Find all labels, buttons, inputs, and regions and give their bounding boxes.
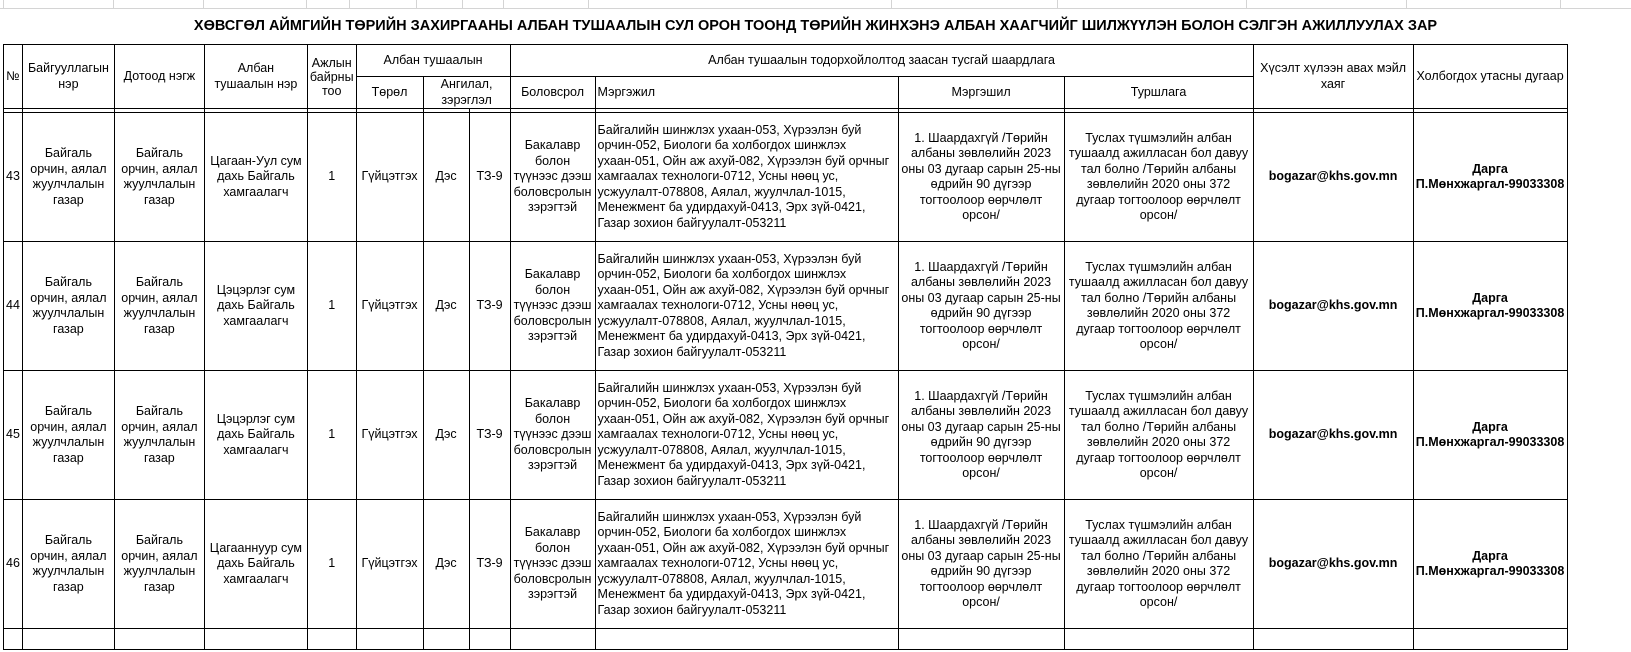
header-unit[interactable]: Дотоод нэгж: [114, 45, 204, 109]
table-row: [4, 371, 1568, 500]
cell-phone[interactable]: Дарга П.Мөнхжаргал-99033308: [1413, 500, 1567, 629]
cell-seats[interactable]: 1: [307, 371, 356, 500]
header-seats[interactable]: Ажлын байрны тоо: [307, 45, 356, 109]
cell-experience[interactable]: Туслах түшмэлийн албан тушаалд ажилласан бол давуу тал болно /Төрийн албаны зөвлөлийн 2020 оны 372 дугаар тогтоолоор өөрчлөлт орсон/: [1064, 113, 1253, 242]
cell-seats[interactable]: 1: [307, 242, 356, 371]
cell-profession[interactable]: Байгалийн шинжлэх ухаан-053, Хүрээлэн буй орчин-052, Биологи ба холбогдох шинжлэх ухаан-051, Ойн аж ахуй-082, Хүрээлэн буй орчныг хамгаалах технологи-0712, Усны нөөц ус, усжуулалт-078808, Аялал, жуулчлал-1015, Менежмент ба удирдахуй-0413, Эрх зүй-0421, Газар зохион байгуулалт-053211: [595, 113, 898, 242]
cell-education[interactable]: Бакалавр болон түүнээс дээш боловсролын зэрэгтэй: [510, 242, 595, 371]
empty-cell[interactable]: [4, 629, 23, 650]
cell-education[interactable]: Бакалавр болон түүнээс дээш боловсролын зэрэгтэй: [510, 113, 595, 242]
empty-cell[interactable]: [1064, 629, 1253, 650]
cell-phone[interactable]: Дарга П.Мөнхжаргал-99033308: [1413, 113, 1567, 242]
header-profession[interactable]: Мэргэжил: [595, 77, 898, 109]
cell-unit[interactable]: Байгаль орчин, аялал жуулчлалын газар: [114, 371, 204, 500]
cell-no[interactable]: 45: [4, 371, 23, 500]
cell-org[interactable]: Байгаль орчин, аялал жуулчлалын газар: [22, 113, 114, 242]
cell-type[interactable]: Гүйцэтгэх: [356, 113, 423, 242]
cell-position[interactable]: Цэцэрлэг сум дахь Байгаль хамгаалагч: [204, 371, 307, 500]
empty-cell[interactable]: [510, 629, 595, 650]
cell-email[interactable]: bogazar@khs.gov.mn: [1253, 371, 1413, 500]
cell-skill[interactable]: 1. Шаардахгүй /Төрийн албаны зөвлөлийн 2023 оны 03 дугаар сарын 25-ны өдрийн 90 дүгээр тогтоолоор өөрчлөлт орсон/: [898, 500, 1064, 629]
header-row-1: [4, 45, 1568, 77]
header-no[interactable]: №: [4, 45, 23, 109]
cell-grade[interactable]: ТЗ-9: [469, 113, 510, 242]
cell-grade[interactable]: ТЗ-9: [469, 242, 510, 371]
cell-type[interactable]: Гүйцэтгэх: [356, 371, 423, 500]
cell-class[interactable]: Дэс: [423, 113, 469, 242]
cell-unit[interactable]: Байгаль орчин, аялал жуулчлалын газар: [114, 242, 204, 371]
cell-profession[interactable]: Байгалийн шинжлэх ухаан-053, Хүрээлэн буй орчин-052, Биологи ба холбогдох шинжлэх ухаан-051, Ойн аж ахуй-082, Хүрээлэн буй орчныг хамгаалах технологи-0712, Усны нөөц ус, усжуулалт-078808, Аялал, жуулчлал-1015, Менежмент ба удирдахуй-0413, Эрх зүй-0421, Газар зохион байгуулалт-053211: [595, 242, 898, 371]
table-row: [4, 500, 1568, 629]
cell-grade[interactable]: ТЗ-9: [469, 371, 510, 500]
header-position-name[interactable]: Албан тушаалын нэр: [204, 45, 307, 109]
empty-cell[interactable]: [469, 629, 510, 650]
cell-education[interactable]: Бакалавр болон түүнээс дээш боловсролын зэрэгтэй: [510, 371, 595, 500]
cell-org[interactable]: Байгаль орчин, аялал жуулчлалын газар: [22, 500, 114, 629]
cell-skill[interactable]: 1. Шаардахгүй /Төрийн албаны зөвлөлийн 2023 оны 03 дугаар сарын 25-ны өдрийн 90 дүгээр тогтоолоор өөрчлөлт орсон/: [898, 242, 1064, 371]
cell-seats[interactable]: 1: [307, 113, 356, 242]
cell-skill[interactable]: 1. Шаардахгүй /Төрийн албаны зөвлөлийн 2023 оны 03 дугаар сарын 25-ны өдрийн 90 дүгээр тогтоолоор өөрчлөлт орсон/: [898, 113, 1064, 242]
header-class[interactable]: Ангилал, зэрэглэл: [423, 77, 510, 109]
table-row: [4, 113, 1568, 242]
header-skill[interactable]: Мэргэшил: [898, 77, 1064, 109]
header-org[interactable]: Байгууллагын нэр: [22, 45, 114, 109]
table-row: [4, 242, 1568, 371]
cell-email[interactable]: bogazar@khs.gov.mn: [1253, 113, 1413, 242]
cell-phone[interactable]: Дарга П.Мөнхжаргал-99033308: [1413, 371, 1567, 500]
cell-class[interactable]: Дэс: [423, 242, 469, 371]
header-type[interactable]: Төрөл: [356, 77, 423, 109]
cell-experience[interactable]: Туслах түшмэлийн албан тушаалд ажилласан бол давуу тал болно /Төрийн албаны зөвлөлийн 2020 оны 372 дугаар тогтоолоор өөрчлөлт орсон/: [1064, 371, 1253, 500]
cell-position[interactable]: Цэцэрлэг сум дахь Байгаль хамгаалагч: [204, 242, 307, 371]
empty-cell[interactable]: [114, 629, 204, 650]
empty-cell[interactable]: [1253, 629, 1413, 650]
empty-cell[interactable]: [423, 629, 469, 650]
empty-cell[interactable]: [204, 629, 307, 650]
cell-position[interactable]: Цагааннуур сум дахь Байгаль хамгаалагч: [204, 500, 307, 629]
column-gridlines: [0, 0, 1631, 9]
cell-type[interactable]: Гүйцэтгэх: [356, 500, 423, 629]
header-requirements[interactable]: Албан тушаалын тодорхойлолтод заасан тусгай шаардлага: [510, 45, 1253, 77]
cell-email[interactable]: bogazar@khs.gov.mn: [1253, 500, 1413, 629]
empty-cell[interactable]: [356, 629, 423, 650]
empty-cell[interactable]: [307, 629, 356, 650]
cell-no[interactable]: 46: [4, 500, 23, 629]
empty-cell[interactable]: [595, 629, 898, 650]
header-phone[interactable]: Холбогдох утасны дугаар: [1413, 45, 1567, 109]
cell-org[interactable]: Байгаль орчин, аялал жуулчлалын газар: [22, 371, 114, 500]
cell-unit[interactable]: Байгаль орчин, аялал жуулчлалын газар: [114, 113, 204, 242]
vacancy-table: [3, 44, 1568, 650]
cell-phone[interactable]: Дарга П.Мөнхжаргал-99033308: [1413, 242, 1567, 371]
sheet-title: ХӨВСГӨЛ АЙМГИЙН ТӨРИЙН ЗАХИРГААНЫ АЛБАН ТУШААЛЫН СУЛ ОРОН ТООНД ТӨРИЙН ЖИНХЭНЭ АЛБАН ХААГЧИЙГ ШИЛЖҮҮЛЭН БОЛОН СЭЛГЭН АЖИЛЛУУЛАХ ЗАР: [193, 18, 1438, 34]
header-position-group[interactable]: Албан тушаалын: [356, 45, 510, 77]
cell-seats[interactable]: 1: [307, 500, 356, 629]
empty-cell[interactable]: [1413, 629, 1567, 650]
cell-class[interactable]: Дэс: [423, 371, 469, 500]
cell-no[interactable]: 43: [4, 113, 23, 242]
cell-class[interactable]: Дэс: [423, 500, 469, 629]
cell-experience[interactable]: Туслах түшмэлийн албан тушаалд ажилласан бол давуу тал болно /Төрийн албаны зөвлөлийн 2020 оны 372 дугаар тогтоолоор өөрчлөлт орсон/: [1064, 242, 1253, 371]
table-row-partial: [4, 629, 1568, 650]
cell-profession[interactable]: Байгалийн шинжлэх ухаан-053, Хүрээлэн буй орчин-052, Биологи ба холбогдох шинжлэх ухаан-051, Ойн аж ахуй-082, Хүрээлэн буй орчныг хамгаалах технологи-0712, Усны нөөц ус, усжуулалт-078808, Аялал, жуулчлал-1015, Менежмент ба удирдахуй-0413, Эрх зүй-0421, Газар зохион байгуулалт-053211: [595, 500, 898, 629]
cell-unit[interactable]: Байгаль орчин, аялал жуулчлалын газар: [114, 500, 204, 629]
cell-experience[interactable]: Туслах түшмэлийн албан тушаалд ажилласан бол давуу тал болно /Төрийн албаны зөвлөлийн 2020 оны 372 дугаар тогтоолоор өөрчлөлт орсон/: [1064, 500, 1253, 629]
cell-email[interactable]: bogazar@khs.gov.mn: [1253, 242, 1413, 371]
header-email[interactable]: Хүсэлт хүлээн авах мэйл хаяг: [1253, 45, 1413, 109]
cell-education[interactable]: Бакалавр болон түүнээс дээш боловсролын зэрэгтэй: [510, 500, 595, 629]
header-education[interactable]: Боловсрол: [510, 77, 595, 109]
cell-grade[interactable]: ТЗ-9: [469, 500, 510, 629]
cell-position[interactable]: Цагаан-Уул сум дахь Байгаль хамгаалагч: [204, 113, 307, 242]
cell-org[interactable]: Байгаль орчин, аялал жуулчлалын газар: [22, 242, 114, 371]
cell-skill[interactable]: 1. Шаардахгүй /Төрийн албаны зөвлөлийн 2023 оны 03 дугаар сарын 25-ны өдрийн 90 дүгээр тогтоолоор өөрчлөлт орсон/: [898, 371, 1064, 500]
cell-type[interactable]: Гүйцэтгэх: [356, 242, 423, 371]
cell-no[interactable]: 44: [4, 242, 23, 371]
empty-cell[interactable]: [22, 629, 114, 650]
empty-cell[interactable]: [898, 629, 1064, 650]
cell-profession[interactable]: Байгалийн шинжлэх ухаан-053, Хүрээлэн буй орчин-052, Биологи ба холбогдох шинжлэх ухаан-051, Ойн аж ахуй-082, Хүрээлэн буй орчныг хамгаалах технологи-0712, Усны нөөц ус, усжуулалт-078808, Аялал, жуулчлал-1015, Менежмент ба удирдахуй-0413, Эрх зүй-0421, Газар зохион байгуулалт-053211: [595, 371, 898, 500]
header-experience[interactable]: Туршлага: [1064, 77, 1253, 109]
